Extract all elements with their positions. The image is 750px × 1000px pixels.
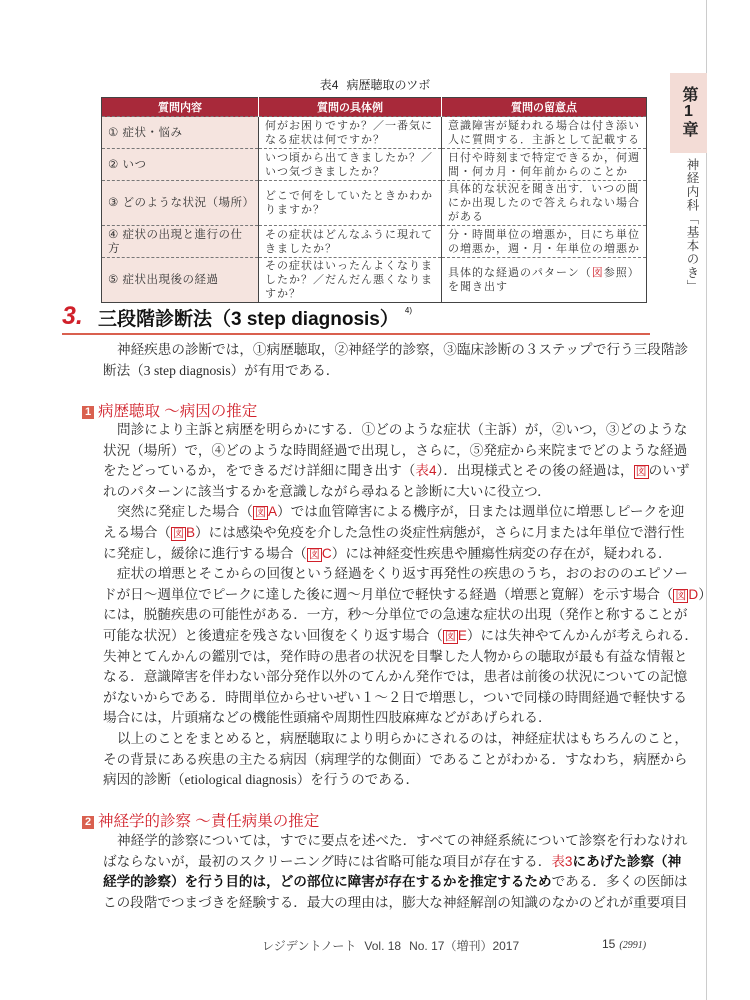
table-caption [0,76,750,93]
note-text: 参照）を聞き出す [448,267,640,293]
history-taking-table [101,97,647,303]
text-line [103,688,687,709]
text-segment: には，脱髄疾患の可能性がある．一方，秒～分単位での急速な症状の出現（発作と称することが [103,607,688,623]
text-line [117,502,685,523]
text-segment: 突然に発症した場合（ [117,504,253,520]
section-title [98,304,412,331]
table-row [102,117,647,149]
text-segment: ）では血管障害による機序が，日または週単位に増悪しピークを迎 [277,504,685,520]
page-number-value: 15 [602,937,616,951]
text-segment: ）には神経変性疾患や腫瘍性病変の存在が，疑われる． [331,545,672,561]
cross-reference: 図 [254,507,266,520]
table-row [102,181,647,226]
text-segment: 以上のことをまとめると，病歴聴取により明らかにされるのは，神経症状はもちろんのこと， [117,731,688,746]
text-segment: 状況（場所）で，④どのような時間経過で出現し，さらに，⑤発症から来院までどのような経過 [103,442,688,458]
text-segment: がないからである．時間単位からせいぜい１～２日で増悪し，ついで同様の時間経過で軽快する [103,689,687,705]
table-row [102,149,647,181]
table-caption-label: 表4 [319,78,339,92]
subsection-number: 2 [82,816,94,829]
cell-note [442,258,647,303]
chapter-subtitle: 神経内科「基本のき」 [685,158,699,293]
chapter-label [670,86,707,146]
cell-note: 具体的な状況を聞き出す．いつの間にか出現したので答えられない場合がある [442,181,647,226]
cell-item: ③ どのような状況（場所） [102,181,259,226]
cell-item: ⑤ 症状出現後の経過 [102,258,259,303]
text-line [103,708,648,729]
text-line [103,482,648,503]
text-line [117,564,688,585]
cell-note: 日付や時刻まで特定できるか，何週間・何カ月・何年前からのことか [442,149,647,181]
text-line [117,420,688,441]
text-line [103,544,672,565]
text-segment: える場合（ [103,525,171,540]
section-number: 3. [62,302,83,330]
cross-reference: 図 [675,589,687,602]
cell-item: ④ 症状の出現と進行の仕方 [102,226,259,258]
text-line [103,523,685,544]
column-header: 質問内容 [102,98,259,117]
note-text: 具体的な経過のパターン（ [448,267,592,279]
text-segment: 神経学的診察については，すでに要点を述べた．すべての神経系統について診察を行わなけれ [117,833,688,848]
journal-name: レジデントノート [262,939,357,953]
cross-reference: 図 [172,528,184,540]
journal-issue: No. 17（増刊）2017 [409,939,520,953]
text-segment: 場合には，片頭痛などの機能性頭痛や周期性四肢麻痺などがあげられる． [103,710,552,726]
text-segment: ドが日～週単位でピークに達した後に週～月単位で軽快する経過（増悪と寛解）を示す場合（ [103,586,674,602]
cross-reference: 表3 [551,853,573,869]
cross-reference: 図 [444,631,456,643]
subsection-heading-1 [82,402,257,422]
section-title-text: 三段階診断法（3 step diagnosis） [98,309,399,330]
cell-example: どこで何をしていたときかわかりますか？ [259,181,442,226]
cell-example: いつ頃から出てきましたか？／いつ気づきましたか？ [259,149,442,181]
text-line [103,361,648,382]
text-line [103,770,648,791]
text-segment: のいず [648,463,690,479]
subsection-number: 1 [82,406,94,419]
cell-example: その症状はいったんよくなりましたか？／だんだん悪くなりますか？ [259,258,442,303]
text-line [103,441,688,462]
figure-reference: 図 [591,267,604,279]
table-row [102,258,647,303]
text-line [103,605,688,626]
subsection-title: 病歴聴取 ～病因の推定 [98,403,258,420]
text-segment: ）には感染や免疫を介した急性の炎症性病態が，さらに月または年単位で潜行性 [195,525,685,540]
subsection-heading-2 [82,812,319,832]
section-underline [62,333,650,335]
text-line [103,647,688,668]
text-line [103,585,712,606]
cross-reference: C [321,545,332,561]
journal-volume: Vol. 18 [364,939,402,953]
cell-note: 分・時間単位の増悪か，日にち単位の増悪か，週・月・年単位の増悪か [442,226,647,258]
cell-example: その症状はどんなふうに現れてきましたか？ [259,226,442,258]
subsection-title: 神経学的診察 ～責任病巣の推定 [98,813,320,830]
text-segment: である．多くの医師は [551,874,688,890]
cell-note: 意識障害が疑われる場合は付き添い人に質問する．主訴として記載する [442,117,647,149]
cross-reference: A [267,504,278,520]
text-segment: をたどっているか，をできるだけ詳細に聞き出す（ [103,463,416,479]
text-segment: ）には失神やてんかんが考えられる． [466,628,699,643]
text-segment: にあげた診察（神 [572,853,682,869]
cross-reference: 図 [308,548,320,561]
text-segment: なる．意識障害を伴わない部分発作以外のてんかん発作では，患者は前後の状況についての記憶 [103,669,688,685]
text-segment: 断法（3 step diagnosis）が有用である． [103,362,340,378]
text-segment: ） [698,586,712,602]
cross-reference: 図 [635,466,647,479]
text-line [103,461,690,482]
footer-journal [262,937,527,954]
page-number [602,937,646,951]
text-segment: れのパターンに該当するかを意識しながら尋ねると診断に大いに役立つ． [103,483,551,499]
chapter-number: 第1章 [680,86,697,138]
column-header: 質問の具体例 [259,98,442,117]
text-segment: 症状の増悪とそこからの回復という経過をくり返す再発性の疾患のうち，おのおののエピソー [117,566,688,582]
text-segment: ）．出現様式とその後の経過は， [436,463,634,479]
text-line [117,831,688,852]
text-line [117,729,688,750]
text-segment: 問診により主訴と病歴を明らかにする．①どのような症状（主訴）が，②いつ，③どのような [117,422,688,437]
text-line [103,872,688,893]
cross-reference: E [457,628,467,643]
text-segment: ばならないが，最初のスクリーニング時には省略可能な項目が存在する． [103,853,552,869]
table-header-row [102,98,647,117]
text-line [103,667,688,688]
column-header: 質問の留意点 [442,98,647,117]
page-total: (2991) [619,940,647,951]
table-caption-title: 病歴聴取のツボ [346,78,431,92]
text-line [103,893,688,914]
text-segment: 神経疾患の診断では，①病歴聴取，②神経学的診察，③臨床診断の３ステップで行う三段階診 [117,342,689,357]
text-line [117,340,689,361]
cell-item: ① 症状・悩み [102,117,259,149]
cross-reference: 表4 [415,463,437,479]
text-segment: この段階でつまづきを経験する．最大の理由は，膨大な神経解剖の知識のなかのどれが重要項目 [103,894,688,910]
text-segment: に発症し，緩徐に進行する場合（ [103,545,307,561]
cross-reference: D [688,586,699,602]
text-segment: 経学的診察）を行う目的は，どの部位に障害が存在するかを推定するため [103,874,552,890]
text-segment: 可能な状況）と後遺症を残さない回復をくり返す場合（ [103,628,443,643]
cross-reference: B [185,525,196,540]
reference-superscript: 4) [404,306,412,315]
text-line [103,750,688,771]
text-segment: その背景にある疾患の主たる病因（病理学的な側面）であることがわかる．すなわち，病歴から [103,751,688,767]
text-line [103,852,682,873]
cell-item: ② いつ [102,149,259,181]
text-line [103,626,699,647]
table-row [102,226,647,258]
text-segment: 病因的診断（etiological diagnosis）を行うのである． [103,772,420,788]
text-segment: 失神とてんかんの鑑別では，発作時の患者の状況を目撃した人物からの聴取が最も有益な情報と [103,648,688,664]
cell-example: 何がお困りですか？／一番気になる症状は何ですか？ [259,117,442,149]
